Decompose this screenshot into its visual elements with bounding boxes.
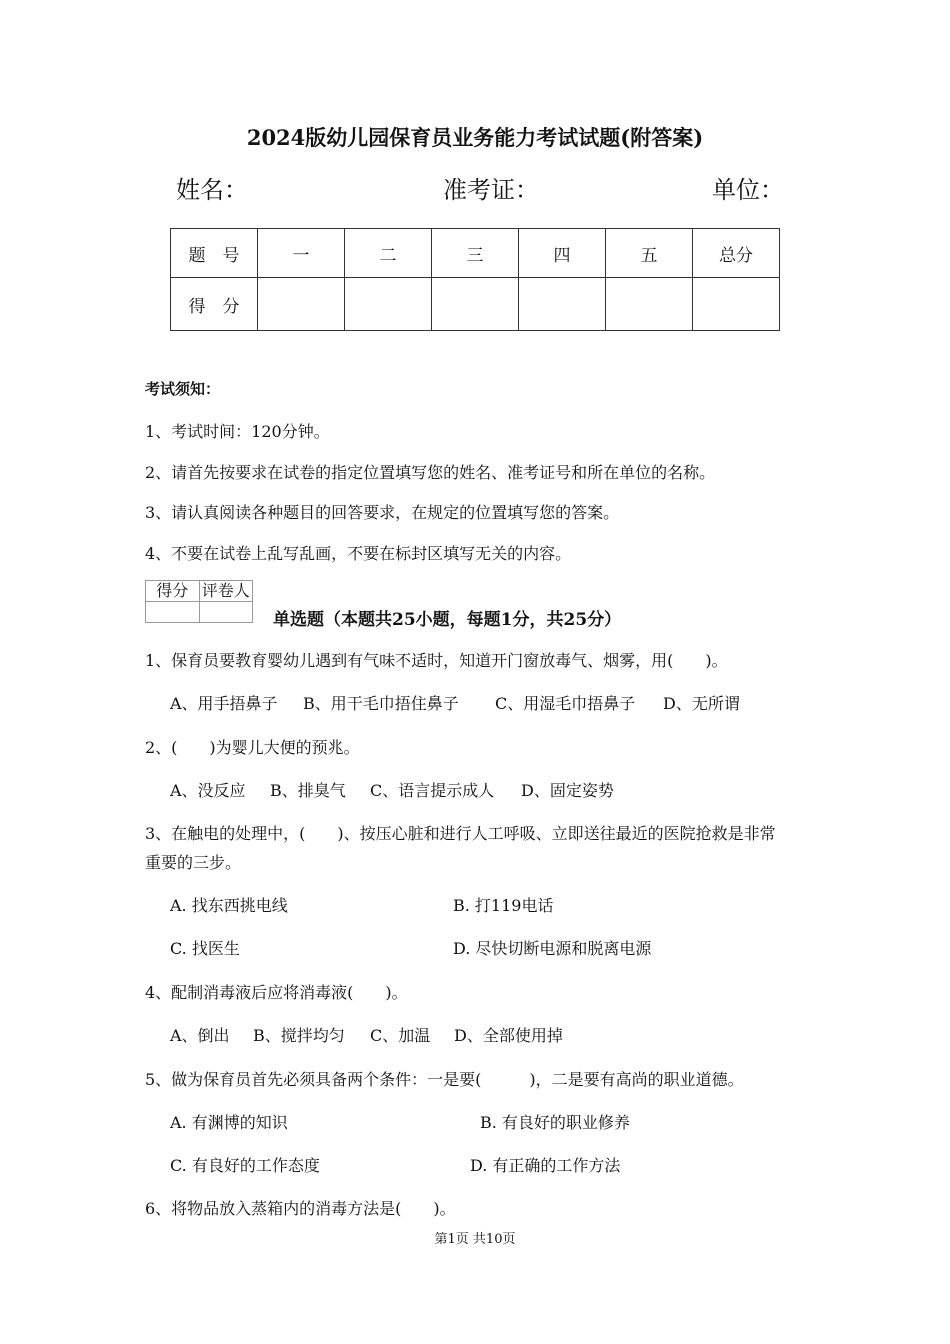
question-text: 2、( )为婴儿大便的预兆。	[145, 738, 360, 757]
option-a: A. 找东西挑电线	[170, 896, 288, 915]
grader-name-cell[interactable]	[199, 602, 253, 623]
option-d: D、全部使用掉	[454, 1026, 563, 1045]
option-d: D. 有正确的工作方法	[470, 1156, 621, 1175]
score-table-header-cell: 一	[258, 229, 345, 278]
notice-item: 1、考试时间：120分钟。	[145, 422, 330, 441]
unit-field-label: 单位：	[712, 176, 784, 204]
grader-name-label: 评卷人	[199, 581, 253, 602]
option-c: C、用湿毛巾捂鼻子	[495, 694, 636, 713]
question-text: 6、将物品放入蒸箱内的消毒方法是( )。	[145, 1199, 456, 1218]
score-table-header-row	[171, 229, 780, 278]
notice-item: 2、请首先按要求在试卷的指定位置填写您的姓名、准考证号和所在单位的名称。	[145, 463, 716, 482]
option-d: D、无所谓	[663, 694, 740, 713]
score-row-label: 得 分	[171, 278, 258, 331]
option-b: B. 打119电话	[453, 896, 554, 915]
score-table-header-cell: 二	[345, 229, 432, 278]
option-c: C. 找医生	[170, 939, 240, 958]
notice-heading: 考试须知：	[145, 380, 221, 398]
score-table	[170, 228, 780, 331]
option-d: D、固定姿势	[521, 781, 614, 800]
notice-item: 4、不要在试卷上乱写乱画，不要在标封区填写无关的内容。	[145, 544, 572, 563]
score-table-header-cell: 五	[606, 229, 693, 278]
grader-score-cell[interactable]	[146, 602, 200, 623]
option-b: B、用干毛巾捂住鼻子	[303, 694, 459, 713]
question-text: 1、保育员要教育婴幼儿遇到有气味不适时，知道开门窗放毒气、烟雾，用( )。	[145, 651, 728, 670]
question-text: 4、配制消毒液后应将消毒液( )。	[145, 983, 408, 1002]
notice-item: 3、请认真阅读各种题目的回答要求，在规定的位置填写您的答案。	[145, 503, 620, 522]
score-table-score-row	[171, 278, 780, 331]
option-a: A、没反应	[170, 781, 246, 800]
grader-score-label: 得分	[146, 581, 200, 602]
option-a: A、倒出	[170, 1026, 230, 1045]
option-b: B、排臭气	[270, 781, 346, 800]
option-a: A. 有渊博的知识	[170, 1113, 288, 1132]
question-text: 3、在触电的处理中，( )、按压心脏和进行人工呼吸、立即送往最近的医院抢救是非常	[145, 824, 776, 843]
grader-box	[145, 580, 253, 623]
question-text: 5、做为保育员首先必须具备两个条件：一是要( )，二是要有高尚的职业道德。	[145, 1070, 744, 1089]
score-table-header-cell: 题 号	[171, 229, 258, 278]
name-field-label: 姓名：	[176, 176, 248, 204]
option-c: C、语言提示成人	[370, 781, 495, 800]
option-d: D. 尽快切断电源和脱离电源	[453, 939, 652, 958]
score-table-header-cell: 三	[432, 229, 519, 278]
page-title: 2024版幼儿园保育员业务能力考试试题(附答案)	[246, 125, 704, 150]
option-b: B. 有良好的职业修养	[480, 1113, 630, 1132]
score-cell[interactable]	[519, 278, 606, 331]
score-table-header-cell: 总分	[693, 229, 780, 278]
option-c: C. 有良好的工作态度	[170, 1156, 320, 1175]
score-cell[interactable]	[606, 278, 693, 331]
option-a: A、用手捂鼻子	[170, 694, 278, 713]
score-table-header-cell: 四	[519, 229, 606, 278]
option-c: C、加温	[370, 1026, 431, 1045]
score-cell[interactable]	[693, 278, 780, 331]
section-heading: 单选题（本题共25小题，每题1分，共25分）	[273, 610, 622, 630]
score-cell[interactable]	[258, 278, 345, 331]
score-cell[interactable]	[345, 278, 432, 331]
option-b: B、搅拌均匀	[253, 1026, 345, 1045]
score-cell[interactable]	[432, 278, 519, 331]
exam-number-field-label: 准考证：	[443, 176, 539, 204]
page-footer: 第1页 共10页	[434, 1232, 516, 1247]
question-text-continuation: 重要的三步。	[145, 853, 242, 872]
